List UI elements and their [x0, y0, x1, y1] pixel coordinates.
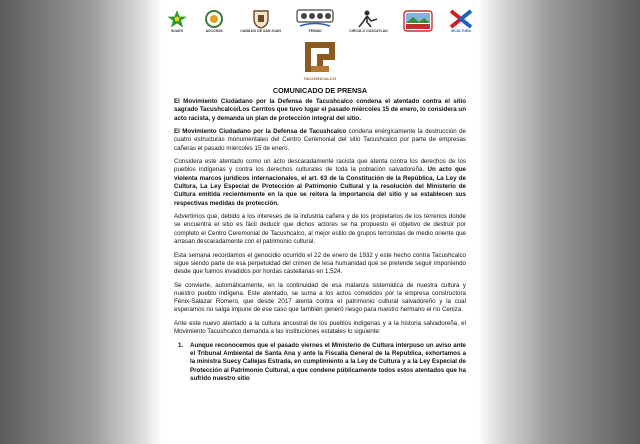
- paragraph-3: Advertimos que, debido a los intereses de la industria cañera y de los propietarios de los terrenos donde se encuentra el sitio es fácil deducir que dichos actores se ha propuesto el objetivo de destruir por completo el Centro Ceremonial de Tacushcalco, al mejor estilo de grupos terroristas de medio oriente que arrasan descaradamente con el patrimonio cultural.: [174, 213, 466, 246]
- document-page: [162, 0, 478, 444]
- tacushcalco-emblem-icon: [303, 40, 337, 76]
- mosifa-logo: [403, 10, 433, 32]
- document-title: COMUNICADO DE PRENSA: [272, 86, 368, 95]
- feniad-mark-icon: [296, 9, 334, 29]
- wreath-icon: [203, 9, 225, 29]
- suaes-logo: [166, 9, 188, 33]
- paragraph-1: [174, 128, 466, 153]
- sicultura-x-icon: [448, 9, 474, 29]
- shield-icon: [251, 9, 271, 29]
- star-icon: [166, 9, 188, 29]
- sicultura-caption: SICULTURA: [450, 29, 471, 33]
- cuscatlan-logo: [349, 9, 387, 33]
- paragraph-5: Se convierte, automáticamente, en la continuidad de esa matanza sistemática de nuestra cultura y nuestro pueblo indígena. Este atentado, se suma a los actos cometidos por la empresa constructora Fénix-Salazar Romero, que desde 2017 atenta contra el patrimonio cultural salvadoreño y la cual esperamos no salga impune de ese caso que también generó riesgo para nuestro hermano el río Ceniza.: [174, 281, 466, 314]
- paragraph-4: Esta semana recordamos el genocidio ocurrido el 22 de enero de 1932 y este hecho contra Tacushcalco sigue siendo parte de esa perpetuidad del crimen de lesa humanidad que se pretende seguir imponiendo desde que fuimos invadidos por hordas castellanas en 1,524.: [174, 251, 466, 276]
- feniad-logo: [296, 9, 334, 33]
- paragraph-1-text: condena enérgicamente la destrucción de cuatro estructuras monumentales del Centro Ceremonial del sitio Tacushcalco por parte de empresas cañeras el pasado miércoles 15 de enero.: [174, 128, 466, 152]
- sponsor-logos-row: [162, 6, 478, 36]
- list-item-text: Aunque reconocemos que el pasado viernes el Ministerio de Cultura interpuso un aviso ante el Tribunal Ambiental de Santa Ana y ante la Fiscalía General de la Republica, exhortamos a la ministra Suecy Callejas Estrada, en cumplimiento a la Ley de Cultura y a la Ley Especial de Protección al Patrimonio Cultural, a que condene públicamente todos estos atentados que ha sufrido nuestro sitio: [190, 341, 466, 382]
- dancer-icon: [353, 9, 383, 29]
- sicultura-logo: [448, 9, 474, 33]
- ascosva-logo: [203, 9, 225, 33]
- ascosva-caption: ASCOSVA: [205, 29, 223, 33]
- demands-list: [174, 342, 466, 383]
- landscape-badge-icon: [403, 10, 433, 32]
- cuscatlan-caption: CIRCULO CUSCATLAN: [349, 29, 388, 33]
- paragraph-2: [174, 158, 466, 208]
- document-body: [174, 98, 466, 383]
- lead-paragraph: El Movimiento Ciudadano por la Defensa de Tacushcalco condena el atentado contra el sitio sagrado Tacushcalco/Los Cerritos que tuvo lugar el pasado miércoles 15 de enero, lo considera un acto racista, y demanda un plan de protección integral del sitio.: [174, 98, 466, 122]
- emblem-caption: TACUSHCALCO: [303, 76, 337, 81]
- paragraph-1-bold: El Movimiento Ciudadano por la Defensa de Tacushcalco: [174, 128, 347, 136]
- paragraph-6: Ante este nuevo atentado a la cultura ancestral de los pueblos indígenas y a la historia salvadoreña, el Movimiento Tacushcalco demanda a las instituciones estatales lo siguiente:: [174, 319, 466, 336]
- list-item: [174, 342, 466, 383]
- cabildo-caption: CABILDO DE SAN JUAN: [240, 29, 281, 33]
- paragraph-2-text: Considera este atentado como un acto descaradamente racista que atenta contra los derechos de los pueblos indígenas y contra los derechos culturales de toda la población salvadoreña.: [174, 158, 466, 174]
- list-item-number: 1.: [178, 341, 184, 349]
- paragraph-2-bold: Un acto que violenta marcos jurídicos internacionales, el art. 63 de la Constitución de la República, La Ley de Cultura, La Ley Especial de Protección al Patrimonio Cultural y la resolución del Ministerio de Cultura emitida recientemente en la que se reitera la importancia del sitio y se establecen sus respectivas medidas de protección.: [174, 166, 466, 207]
- feniad-caption: FENIAD: [308, 29, 322, 33]
- cabildo-logo: [240, 9, 281, 33]
- suaes-caption: SUAES: [170, 29, 184, 33]
